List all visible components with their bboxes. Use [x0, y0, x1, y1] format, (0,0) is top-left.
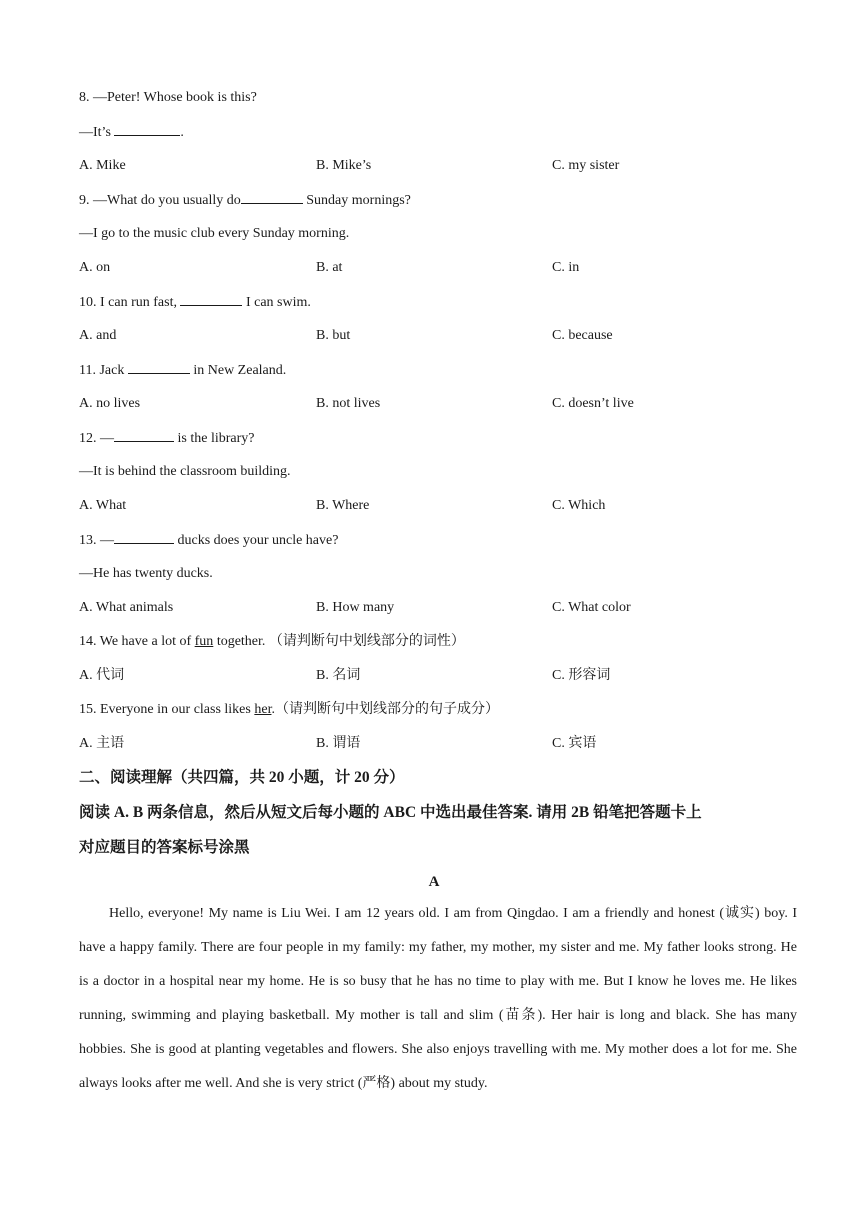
- answer-blank: [114, 428, 174, 442]
- answer-blank: [128, 360, 190, 374]
- passage-a: [79, 897, 797, 1101]
- question-8-reply: [79, 122, 184, 142]
- question-11-prompt: [79, 360, 286, 380]
- q8-option-a: A. Mike: [79, 158, 126, 173]
- question-13-prompt: [79, 530, 338, 550]
- question-text: 8. —Peter! Whose book is this?: [79, 90, 257, 105]
- answer-blank: [180, 292, 242, 306]
- q9-option-c: C. in: [552, 260, 580, 275]
- underlined-word: her: [254, 702, 272, 717]
- q11-option-c: C. doesn’t live: [552, 396, 634, 411]
- question-text-end: is the library?: [174, 431, 255, 446]
- question-text-end: I can swim.: [242, 295, 311, 310]
- q13-option-c: C. What color: [552, 600, 631, 615]
- answer-blank: [114, 122, 180, 136]
- q11-option-b: B. not lives: [316, 396, 381, 411]
- q14-option-a: A. 代词: [79, 668, 125, 683]
- q8-option-c: C. my sister: [552, 158, 620, 173]
- q15-option-b: B. 谓语: [316, 736, 361, 751]
- q12-option-a: A. What: [79, 498, 127, 513]
- question-text-end: together. （请判断句中划线部分的词性）: [213, 634, 465, 649]
- q9-option-a: A. on: [79, 260, 111, 275]
- question-text: 15. Everyone in our class likes: [79, 702, 255, 717]
- q10-option-c: C. because: [552, 328, 613, 343]
- q9-option-b: B. at: [316, 260, 343, 275]
- q11-option-a: A. no lives: [79, 396, 141, 411]
- passage-label: A: [428, 874, 440, 890]
- passage-text: Hello, everyone! My name is Liu Wei. I am 12 years old. I am from Qingdao. I am a friendly and honest (诚实) boy. I have a happy family. There are four people in my family: my father, my mother, my sister and me. My father looks strong. He is a doctor in a hospital near my home. He is so busy that he has no time to play with me. But I know he loves me. He likes running, swimming and playing basketball. My mother is tall and slim (苗条). Her hair is long and black. She has many hobbies. She is good at planting vegetables and flowers. She also enjoys travelling with me. My mother does a lot for me. She always looks after me well. And she is very strict (严格) about my study.: [79, 906, 797, 1091]
- section-instruction-line-2: 对应题目的答案标号涂黑: [79, 839, 250, 856]
- q8-option-b: B. Mike’s: [316, 158, 372, 173]
- question-12-reply: —It is behind the classroom building.: [79, 464, 291, 479]
- question-14-prompt: [79, 632, 465, 652]
- q10-option-a: A. and: [79, 328, 117, 343]
- question-text: 11. Jack: [79, 363, 128, 378]
- q12-option-b: B. Where: [316, 498, 370, 513]
- question-text: 12. —: [79, 431, 114, 446]
- question-10-prompt: [79, 292, 311, 312]
- section-heading: 二、阅读理解（共四篇，共 20 小题，计 20 分）: [79, 769, 405, 786]
- answer-blank: [114, 530, 174, 544]
- question-13-reply: —He has twenty ducks.: [79, 566, 213, 581]
- question-text-end: in New Zealand.: [189, 363, 287, 378]
- reply-text-end: .: [180, 125, 184, 140]
- underlined-word: fun: [194, 634, 214, 649]
- q15-option-a: A. 主语: [79, 736, 125, 751]
- question-8-prompt: [79, 88, 257, 108]
- q14-option-c: C. 形容词: [552, 668, 611, 683]
- q13-option-b: B. How many: [316, 600, 395, 615]
- question-text: 14. We have a lot of: [79, 634, 195, 649]
- question-9-reply: —I go to the music club every Sunday morning.: [79, 226, 350, 241]
- question-text-end: ducks does your uncle have?: [174, 533, 339, 548]
- q12-option-c: C. Which: [552, 498, 606, 513]
- q14-option-b: B. 名词: [316, 668, 361, 683]
- question-12-prompt: [79, 428, 254, 448]
- answer-blank: [241, 190, 303, 204]
- q10-option-b: B. but: [316, 328, 351, 343]
- section-instruction-line-1: 阅读 A. B 两条信息，然后从短文后每小题的 ABC 中选出最佳答案. 请用 2B 铅笔把答题卡上: [79, 804, 702, 821]
- q13-option-a: A. What animals: [79, 600, 174, 615]
- q15-option-c: C. 宾语: [552, 736, 597, 751]
- question-text: 13. —: [79, 533, 114, 548]
- question-15-prompt: [79, 700, 499, 720]
- question-text: 9. —What do you usually do: [79, 193, 241, 208]
- reply-text: —It’s: [79, 125, 115, 140]
- question-text-end: Sunday mornings?: [302, 193, 411, 208]
- question-9-prompt: [79, 190, 411, 210]
- question-text-end: .（请判断句中划线部分的句子成分）: [271, 702, 499, 717]
- question-text: 10. I can run fast,: [79, 295, 181, 310]
